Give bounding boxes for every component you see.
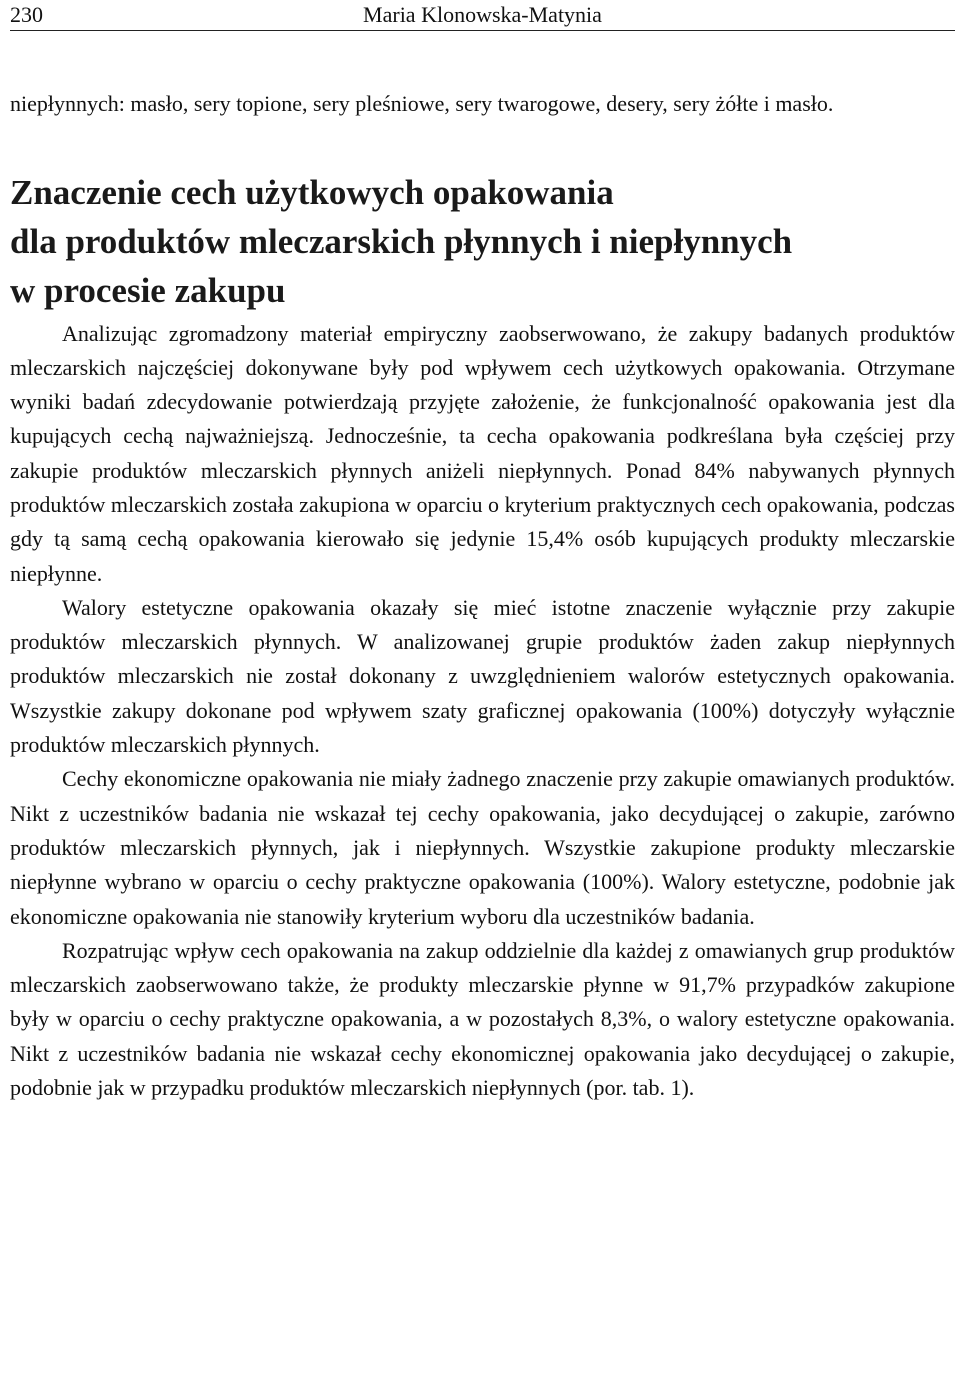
body-paragraph: Rozpatrując wpływ cech opakowania na zakup oddzielnie dla każdej z omawianych grup produktów mleczarskich zaobserwowano także, że produkty mleczarskie płynne w 91,7% przypadków zakupione były w oparciu o cechy praktyczne opakowania, a w pozostałych 8,3%, o walory estetyczne opakowania. Nikt z uczestników badania nie wskazał cechy ekonomicznej opakowania jako decydującej o zakupie, podobnie jak w przypadku produktów mleczarskich niepłynnych (por. tab. 1).: [10, 937, 955, 1101]
page-number: 230: [10, 2, 43, 27]
body-paragraph: Analizując zgromadzony materiał empiryczny zaobserwowano, że zakupy badanych produktów mleczarskich najczęściej dokonywane były pod wpływem cech użytkowych opakowania. Otrzymane wyniki badań zdecydowanie potwierdzają przyjęte założenie, że funkcjonalność opakowania jest dla kupujących cechą najważniejszą. Jednocześnie, ta cecha opakowania podkreślana była częściej przy zakupie produktów mleczarskich płynnych aniżeli niepłynnych. Ponad 84% nabywanych płynnych produktów mleczarskich została zakupiona w oparciu o kryterium praktycznych cech opakowania, podczas gdy tą samą cechą opakowania kierowało się jedynie 15,4% osób kupujących produkty mleczarskie niepłynne.: [10, 320, 955, 586]
document-page: [10, 0, 955, 1396]
section-heading-line: Znaczenie cech użytkowych opakowania: [10, 172, 614, 212]
body-paragraph: Cechy ekonomiczne opakowania nie miały żadnego znaczenie przy zakupie omawianych produktów. Nikt z uczestników badania nie wskazał tej cechy opakowania, jako decydującej o zakupie, zarówno produktów mleczarskich płynnych, jak i niepłynnych. Wszystkie zakupione produkty mleczarskie niepłynne wybrano w oparciu o cechy praktyczne opakowania (100%). Walory estetyczne, podobnie jak ekonomiczne opakowania nie stanowiły kryterium wyboru dla uczestników badania.: [10, 766, 955, 929]
running-title: Maria Klonowska-Matynia: [363, 2, 602, 27]
section-heading: [10, 168, 955, 315]
section-heading-line: dla produktów mleczarskich płynnych i niepłynnych: [10, 221, 793, 261]
body-text: [10, 317, 955, 1106]
body-paragraph: Walory estetyczne opakowania okazały się mieć istotne znaczenie wyłącznie przy zakupie produktów mleczarskich płynnych. W analizowanej grupie produktów żaden zakup niepłynnych produktów mleczarskich nie został dokonany z uwzględnieniem walorów estetycznych opakowania. Wszystkie zakupy dokonane pod wpływem szaty graficznej opakowania (100%) dotyczyły wyłącznie produktów mleczarskich płynnych.: [10, 594, 955, 758]
running-header: [10, 0, 955, 31]
lead-paragraph: niepłynnych: masło, sery topione, sery pleśniowe, sery twarogowe, desery, sery żółte i masło.: [10, 91, 834, 116]
section-heading-line: w procesie zakupu: [10, 270, 286, 310]
